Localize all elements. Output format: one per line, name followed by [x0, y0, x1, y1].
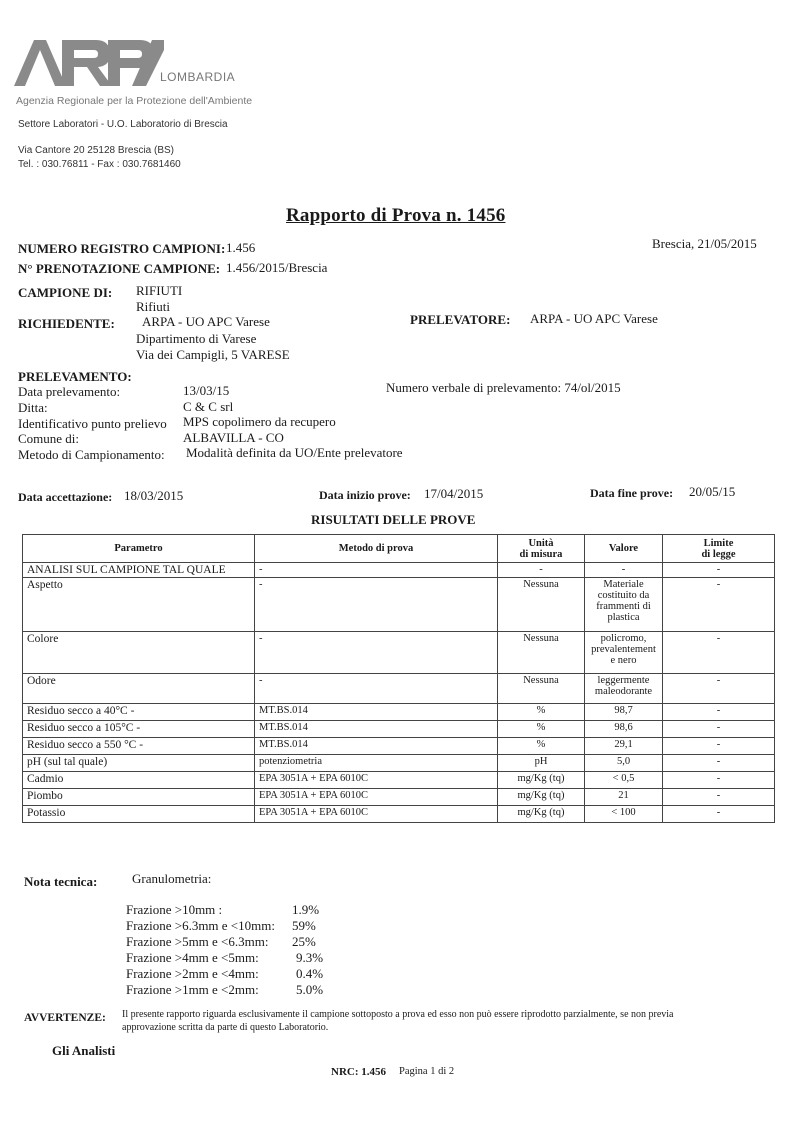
table-row	[23, 721, 775, 738]
richiedente-label: RICHIEDENTE:	[18, 316, 115, 331]
fraction-label: Frazione >4mm e <5mm:	[126, 950, 259, 965]
cell-limite: -	[663, 789, 775, 806]
numero-verbale: Numero verbale di prelevamento: 74/ol/2015	[386, 380, 621, 395]
arpa-logo-mark	[14, 36, 164, 88]
fraction-value: 5.0%	[296, 982, 324, 997]
table-row	[23, 674, 775, 704]
prelevatore-label: PRELEVATORE:	[410, 312, 511, 327]
cell-unita: pH	[498, 755, 585, 772]
table-row	[23, 772, 775, 789]
cell-valore: 29,1	[585, 738, 663, 755]
cell-parametro: Odore	[23, 674, 255, 704]
cell-limite: -	[663, 704, 775, 721]
ditta-label: Ditta:	[18, 400, 48, 415]
cell-metodo: -	[255, 563, 498, 578]
col-limite-line1: Limite	[703, 537, 734, 549]
fraction-value: 25%	[292, 934, 316, 949]
table-row	[23, 755, 775, 772]
fraction-label: Frazione >1mm e <2mm:	[126, 982, 259, 997]
cell-parametro: Aspetto	[23, 578, 255, 632]
cell-metodo: EPA 3051A + EPA 6010C	[255, 789, 498, 806]
cell-unita: -	[498, 563, 585, 578]
richiedente-line2: Dipartimento di Varese	[136, 331, 257, 346]
cell-valore: 98,6	[585, 721, 663, 738]
col-unita	[498, 535, 585, 563]
prelevatore-value: ARPA - UO APC Varese	[530, 311, 658, 326]
avvertenze-text	[122, 1008, 674, 1034]
fraction-value: 1.9%	[292, 902, 320, 917]
cell-parametro: Piombo	[23, 789, 255, 806]
data-inizio-value: 17/04/2015	[424, 486, 484, 501]
nota-tecnica-label: Nota tecnica:	[24, 874, 98, 889]
data-prelevamento-value: 13/03/15	[183, 383, 230, 398]
cell-unita: mg/Kg (tq)	[498, 772, 585, 789]
cell-limite: -	[663, 806, 775, 823]
col-unita-line2: di misura	[519, 548, 563, 560]
prelevamento-heading: PRELEVAMENTO:	[18, 369, 132, 384]
col-valore: Valore	[585, 535, 663, 563]
cell-unita: %	[498, 704, 585, 721]
cell-limite: -	[663, 578, 775, 632]
cell-metodo: potenziometria	[255, 755, 498, 772]
prenotazione-label: N° PRENOTAZIONE CAMPIONE:	[18, 261, 221, 276]
cell-valore: 5,0	[585, 755, 663, 772]
avvertenze-line1: Il presente rapporto riguarda esclusivamente il campione sottoposto a prova ed esso non può essere riprodotto parzialmente, se non previa	[122, 1009, 674, 1020]
col-limite-line2: di legge	[701, 548, 736, 560]
place-date: Brescia, 21/05/2015	[652, 236, 757, 251]
cell-unita: Nessuna	[498, 578, 585, 632]
logo-region: LOMBARDIA	[160, 70, 236, 84]
fraction-label: Frazione >5mm e <6.3mm:	[126, 934, 269, 949]
cell-metodo: EPA 3051A + EPA 6010C	[255, 772, 498, 789]
cell-metodo: MT.BS.014	[255, 721, 498, 738]
comune-value: ALBAVILLA - CO	[183, 430, 284, 445]
prenotazione-value: 1.456/2015/Brescia	[226, 260, 328, 275]
cell-limite: -	[663, 674, 775, 704]
cell-metodo: -	[255, 674, 498, 704]
cell-valore: < 100	[585, 806, 663, 823]
campione-line1: RIFIUTI	[136, 283, 183, 298]
cell-metodo: MT.BS.014	[255, 738, 498, 755]
cell-parametro: Colore	[23, 632, 255, 674]
list-item	[126, 982, 323, 998]
data-accettazione-label: Data accettazione:	[18, 490, 113, 504]
campione-label: CAMPIONE DI:	[18, 285, 113, 300]
data-fine-label: Data fine prove:	[590, 486, 674, 500]
list-item	[126, 918, 323, 934]
table-row	[23, 578, 775, 632]
campione-line2: Rifiuti	[136, 299, 170, 314]
cell-parametro: Residuo secco a 550 °C -	[23, 738, 255, 755]
cell-limite: -	[663, 738, 775, 755]
cell-metodo: -	[255, 632, 498, 674]
table-row	[23, 738, 775, 755]
phone-line: Tel. : 030.76811 - Fax : 030.7681460	[18, 159, 181, 170]
cell-unita: Nessuna	[498, 674, 585, 704]
fraction-label: Frazione >6.3mm e <10mm:	[126, 918, 275, 933]
cell-valore: Materiale costituito da frammenti di plastica	[585, 578, 663, 632]
cell-unita: mg/Kg (tq)	[498, 789, 585, 806]
results-table	[22, 534, 775, 823]
arpa-logo	[14, 36, 164, 88]
granulometria-title: Granulometria:	[132, 871, 212, 886]
ditta-value: C & C srl	[183, 399, 234, 414]
col-metodo: Metodo di prova	[255, 535, 498, 563]
cell-parametro: Potassio	[23, 806, 255, 823]
table-row	[23, 632, 775, 674]
table-row	[23, 789, 775, 806]
cell-valore: -	[585, 563, 663, 578]
cell-unita: mg/Kg (tq)	[498, 806, 585, 823]
cell-limite: -	[663, 563, 775, 578]
nrc-number: NRC: 1.456	[331, 1066, 386, 1078]
cell-parametro: Residuo secco a 105°C -	[23, 721, 255, 738]
fraction-value: 59%	[292, 918, 316, 933]
punto-prelievo-value: MPS copolimero da recupero	[183, 414, 336, 429]
cell-valore: 98,7	[585, 704, 663, 721]
richiedente-line1: ARPA - UO APC Varese	[142, 314, 270, 329]
col-limite	[663, 535, 775, 563]
list-item	[126, 934, 323, 950]
report-title: Rapporto di Prova n. 1456	[286, 205, 506, 226]
cell-valore: leggermente maleodorante	[585, 674, 663, 704]
richiedente-line3: Via dei Campigli, 5 VARESE	[136, 347, 290, 362]
data-accettazione-value: 18/03/2015	[124, 488, 184, 503]
list-item	[126, 950, 323, 966]
data-prelevamento-label: Data prelevamento:	[18, 384, 121, 399]
granulometria-table	[126, 902, 323, 998]
list-item	[126, 966, 323, 982]
cell-limite: -	[663, 755, 775, 772]
cell-valore: < 0,5	[585, 772, 663, 789]
cell-metodo: -	[255, 578, 498, 632]
cell-unita: %	[498, 738, 585, 755]
col-parametro: Parametro	[23, 535, 255, 563]
cell-parametro: Cadmio	[23, 772, 255, 789]
fraction-value: 0.4%	[296, 966, 324, 981]
cell-parametro: ANALISI SUL CAMPIONE TAL QUALE	[23, 563, 255, 578]
cell-parametro: Residuo secco a 40°C -	[23, 704, 255, 721]
data-fine-value: 20/05/15	[689, 484, 736, 499]
cell-metodo: MT.BS.014	[255, 704, 498, 721]
metodo-campionamento-value: Modalità definita da UO/Ente prelevatore	[186, 445, 403, 460]
col-unita-line1: Unità	[528, 537, 554, 549]
cell-limite: -	[663, 721, 775, 738]
avvertenze-label: AVVERTENZE:	[24, 1012, 106, 1024]
cell-valore: policromo, prevalentement e nero	[585, 632, 663, 674]
address-line: Via Cantore 20 25128 Brescia (BS)	[18, 145, 175, 156]
table-row	[23, 563, 775, 578]
table-row	[23, 704, 775, 721]
cell-unita: Nessuna	[498, 632, 585, 674]
data-inizio-label: Data inizio prove:	[319, 488, 411, 502]
agency-name: Agenzia Regionale per la Protezione dell'Ambiente	[16, 95, 253, 107]
page-number: Pagina 1 di 2	[399, 1066, 455, 1077]
cell-limite: -	[663, 632, 775, 674]
cell-metodo: EPA 3051A + EPA 6010C	[255, 806, 498, 823]
results-heading: RISULTATI DELLE PROVE	[311, 512, 476, 527]
avvertenze-line2: approvazione scritta da parte di questo Laboratorio.	[122, 1022, 329, 1033]
fraction-value: 9.3%	[296, 950, 324, 965]
table-row	[23, 806, 775, 823]
numero-registro-label: NUMERO REGISTRO CAMPIONI:	[18, 241, 226, 256]
cell-valore: 21	[585, 789, 663, 806]
numero-registro-value: 1.456	[226, 240, 256, 255]
cell-limite: -	[663, 772, 775, 789]
list-item	[126, 902, 323, 918]
punto-prelievo-label: Identificativo punto prelievo	[18, 416, 167, 431]
fraction-label: Frazione >2mm e <4mm:	[126, 966, 259, 981]
comune-label: Comune di:	[18, 431, 80, 446]
results-header-row	[23, 535, 775, 563]
cell-parametro: pH (sul tal quale)	[23, 755, 255, 772]
metodo-campionamento-label: Metodo di Campionamento:	[18, 447, 165, 462]
gli-analisti: Gli Analisti	[52, 1043, 116, 1058]
sector-line: Settore Laboratori - U.O. Laboratorio di Brescia	[18, 119, 228, 130]
cell-unita: %	[498, 721, 585, 738]
fraction-label: Frazione >10mm :	[126, 902, 223, 917]
